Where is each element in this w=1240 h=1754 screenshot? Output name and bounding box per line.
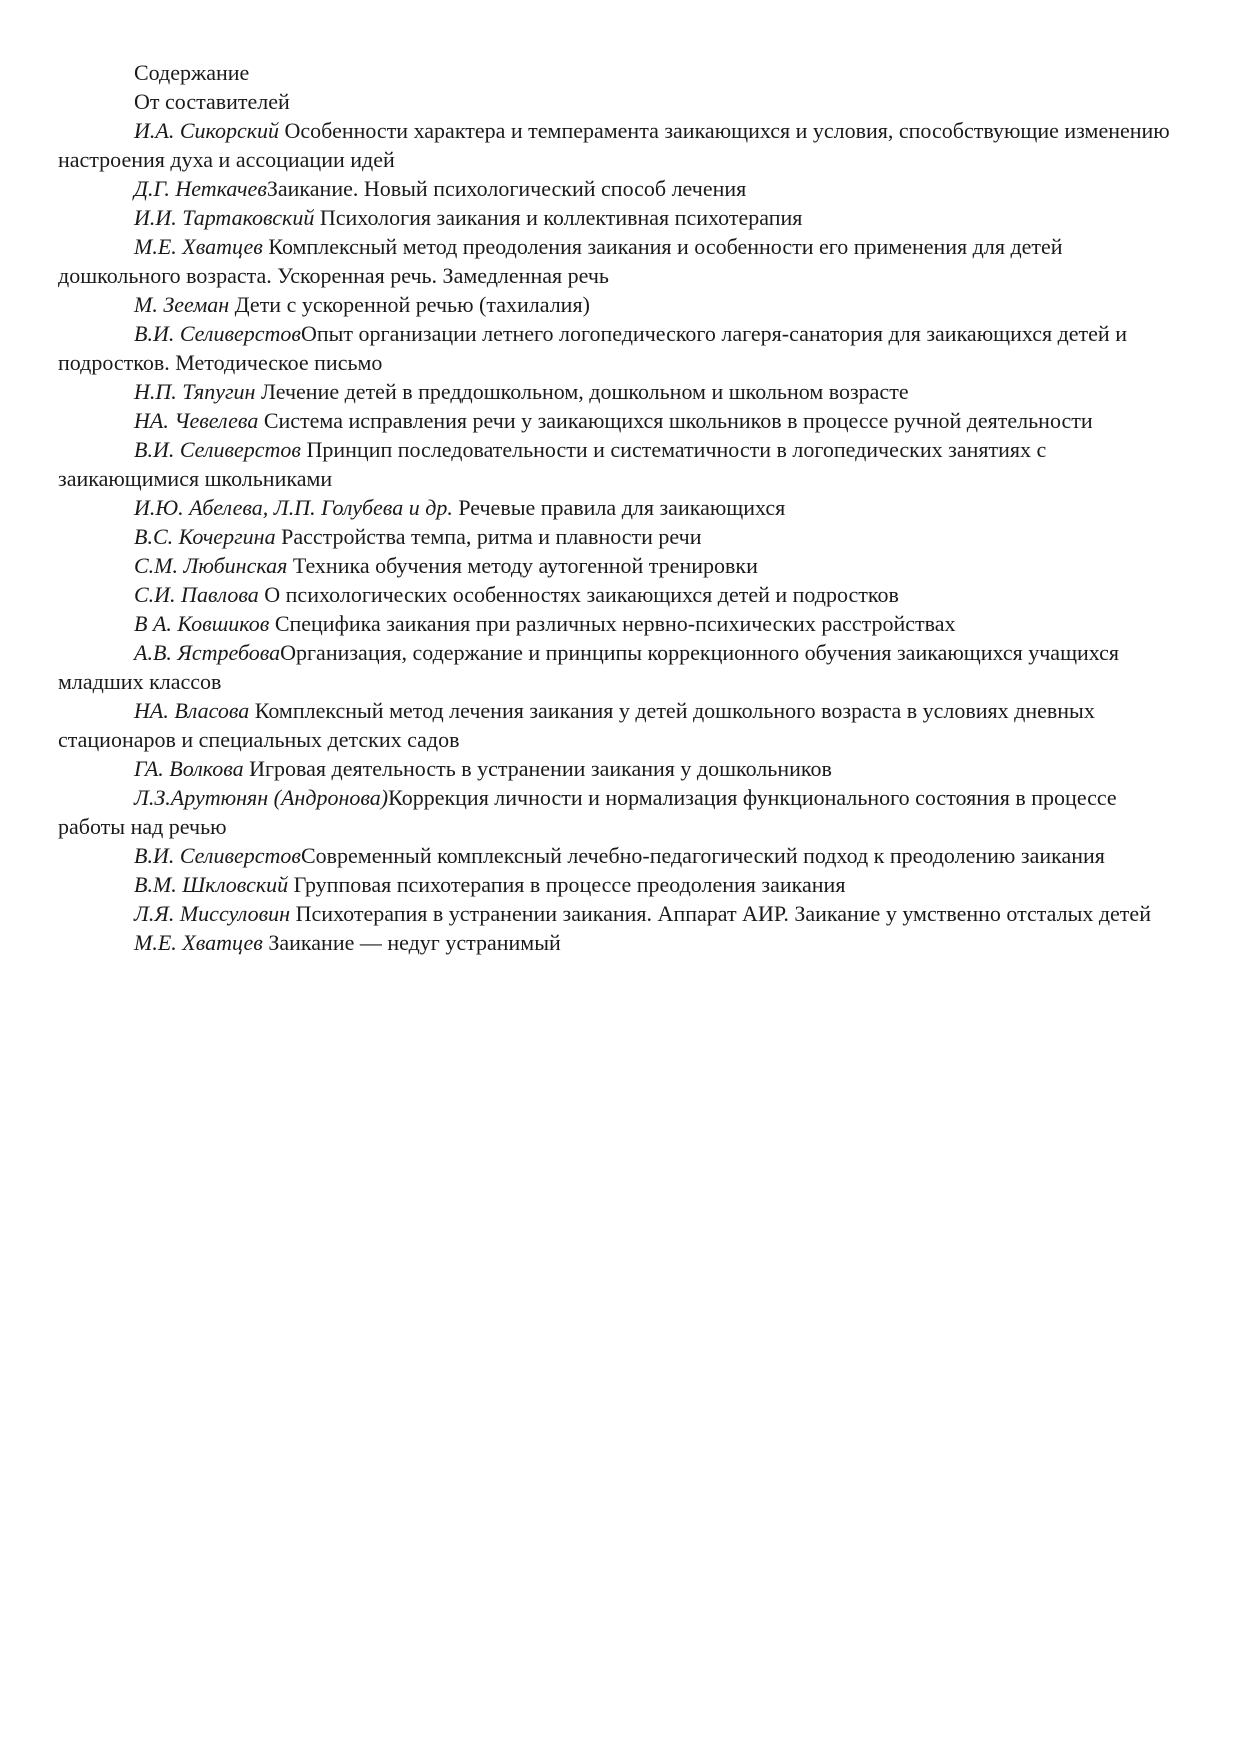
toc-entry-author: В.М. Шкловский: [134, 872, 289, 897]
toc-entry-author: Д.Г. Неткачев: [134, 176, 267, 201]
toc-entry-author: А.В. Ястребова: [134, 640, 281, 665]
toc-entry-author: И.Ю. Абелева, Л.П. Голубева и др.: [134, 495, 453, 520]
toc-entry-author: В.С. Кочергина: [134, 524, 276, 549]
toc-entry-author: М.Е. Хватцев: [134, 930, 263, 955]
toc-entry-title: Заикание — недуг устранимый: [262, 930, 561, 955]
toc-entry-author: Н.П. Тяпугин: [134, 379, 256, 404]
toc-entry: [58, 232, 1178, 290]
toc-entry-title: Особенности характера и темперамента заикающихся и условия, способствующие изменению настроения духа и ассоциации идей: [58, 118, 1170, 172]
toc-entry-title: Комплексный метод лечения заикания у детей дошкольного возраста в условиях дневных стационаров и специальных детских садов: [58, 698, 1095, 752]
toc-entry-title: Групповая психотерапия в процессе преодоления заикания: [288, 872, 846, 897]
toc-entry: [58, 203, 1178, 232]
toc-entry-author: Л.Я. Миссуловин: [134, 901, 291, 926]
toc-entry: [58, 783, 1178, 841]
toc-heading: Содержание: [134, 60, 250, 85]
toc-entry-title: Заикание. Новый психологический способ лечения: [266, 176, 747, 201]
toc-intro: От составителей: [134, 89, 290, 114]
toc-entry-title: Игровая деятельность в устранении заикания у дошкольников: [243, 756, 832, 781]
toc-entry-title: Система исправления речи у заикающихся школьников в процессе ручной деятельности: [258, 408, 1093, 433]
toc-entry-author: М. Зееман: [134, 292, 230, 317]
toc-entry-author: ГА. Волкова: [134, 756, 244, 781]
toc-entry: [58, 841, 1178, 870]
toc-entry-author: НА. Власова: [134, 698, 250, 723]
toc-entry: [58, 522, 1178, 551]
table-of-contents: [58, 58, 1178, 957]
toc-entry-author: В А. Ковшиков: [134, 611, 270, 636]
toc-entry-title: Дети с ускоренной речью (тахилалия): [229, 292, 590, 317]
toc-entry-title: О психологических особенностях заикающихся детей и подростков: [258, 582, 899, 607]
toc-entry-title: Специфика заикания при различных нервно-психических расстройствах: [269, 611, 956, 636]
toc-entries: [58, 116, 1178, 957]
toc-entry-title: Принцип последовательности и систематичности в логопедических занятиях с заикающимися школьниками: [58, 437, 1047, 491]
toc-entry: [58, 435, 1178, 493]
toc-entry-author: Л.З.Арутюнян (Андронова): [134, 785, 389, 810]
toc-entry-title: Лечение детей в преддошкольном, дошкольном и школьном возрасте: [255, 379, 909, 404]
toc-entry: [58, 899, 1178, 928]
toc-entry: [58, 319, 1178, 377]
toc-entry: [58, 870, 1178, 899]
toc-entry-author: С.И. Павлова: [134, 582, 259, 607]
toc-entry: [58, 174, 1178, 203]
toc-entry: [58, 609, 1178, 638]
toc-entry-title: Речевые правила для заикающихся: [452, 495, 786, 520]
toc-entry: [58, 290, 1178, 319]
toc-entry: [58, 406, 1178, 435]
toc-entry-title: Опыт организации летнего логопедического лагеря-санатория для заикающихся детей и подростков. Методическое письмо: [58, 321, 1127, 375]
toc-entry-author: В.И. Селиверстов: [134, 321, 301, 346]
toc-entry: [58, 638, 1178, 696]
toc-entry-author: И.И. Тартаковский: [134, 205, 315, 230]
toc-entry: [58, 493, 1178, 522]
toc-entry-author: М.Е. Хватцев: [134, 234, 263, 259]
toc-entry-author: В.И. Селиверстов: [134, 843, 301, 868]
toc-entry-title: Расстройства темпа, ритма и плавности речи: [275, 524, 702, 549]
toc-entry: [58, 551, 1178, 580]
toc-entry-title: Техника обучения методу аутогенной тренировки: [287, 553, 758, 578]
toc-entry: [58, 928, 1178, 957]
toc-entry-author: И.А. Сикорский: [134, 118, 280, 143]
toc-entry: [58, 696, 1178, 754]
toc-entry-title: Психотерапия в устранении заикания. Аппарат АИР. Заикание у умственно отсталых детей: [290, 901, 1151, 926]
toc-entry-title: Коррекция личности и нормализация функционального состояния в процессе работы над речью: [58, 785, 1117, 839]
toc-entry-author: НА. Чевелева: [134, 408, 259, 433]
toc-entry-title: Психология заикания и коллективная психотерапия: [314, 205, 803, 230]
toc-entry: [58, 580, 1178, 609]
toc-entry-author: В.И. Селиверстов: [134, 437, 301, 462]
toc-entry: [58, 754, 1178, 783]
toc-entry-title: Современный комплексный лечебно-педагогический подход к преодолению заикания: [300, 843, 1105, 868]
toc-entry-title: Комплексный метод преодоления заикания и особенности его применения для детей дошкольного возраста. Ускоренная речь. Замедленная речь: [58, 234, 1063, 288]
toc-entry-author: С.М. Любинская: [134, 553, 288, 578]
toc-entry: [58, 116, 1178, 174]
toc-entry-title: Организация, содержание и принципы коррекционного обучения заикающихся учащихся младших классов: [58, 640, 1120, 694]
toc-entry: [58, 377, 1178, 406]
